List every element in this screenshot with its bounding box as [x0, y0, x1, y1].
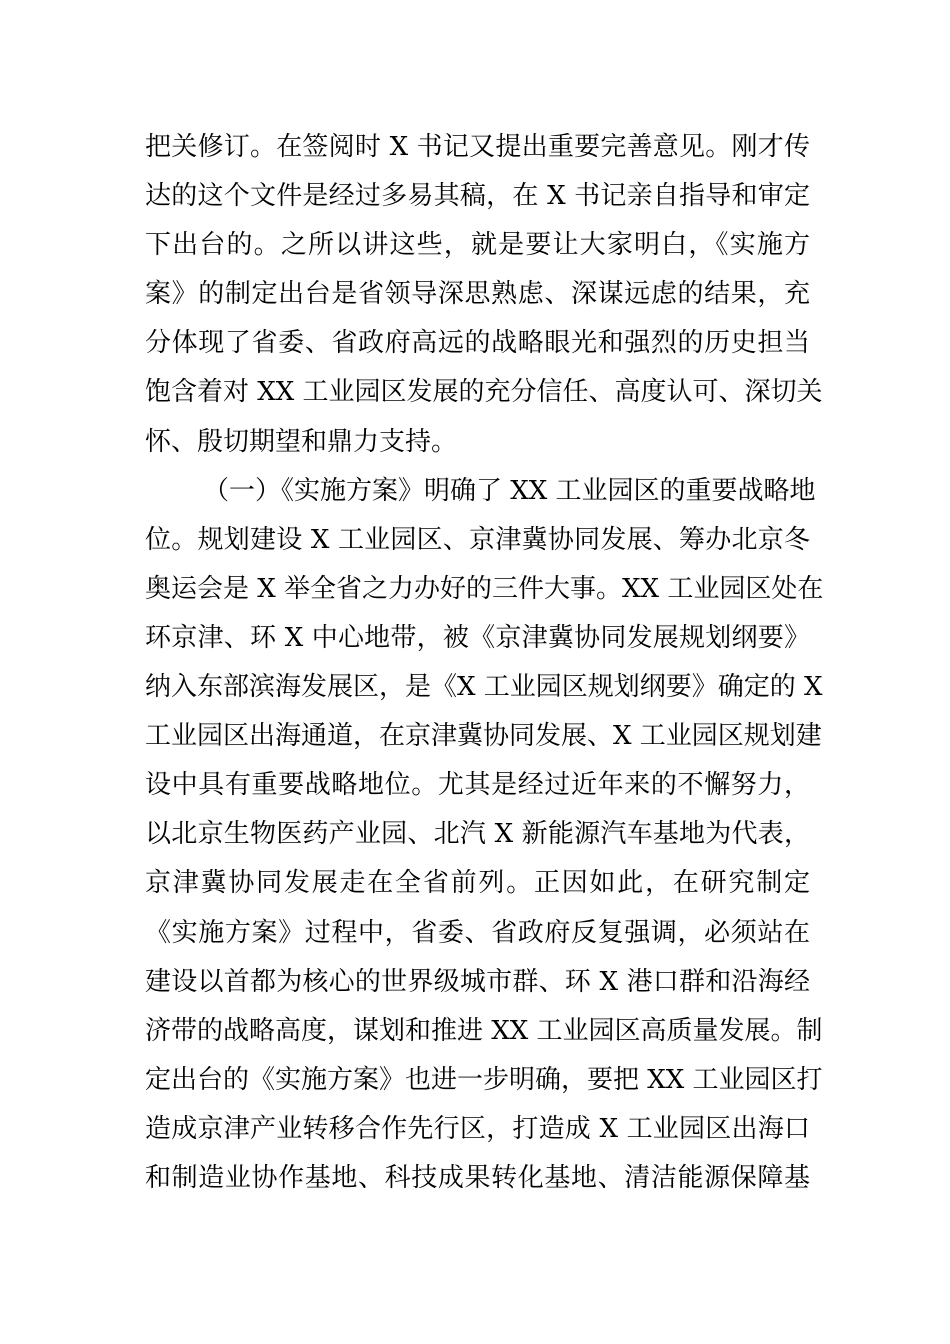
text-line: 以北京生物医药产业园、北汽 X 新能源汽车基地为代表， — [145, 819, 810, 850]
section-heading-line: （一）《实施方案》明确了 XX 工业园区的重要战略地 — [203, 475, 816, 506]
text-line: 设中具有重要战略地位。尤其是经过近年来的不懈努力， — [145, 770, 810, 801]
text-line: 把关修订。在签阅时 X 书记又提出重要完善意见。刚才传 — [145, 132, 810, 162]
text-line: 下出台的。之所以讲这些，就是要让大家明白，《实施方 — [145, 230, 810, 261]
text-line: 饱含着对 XX 工业园区发展的充分信任、高度认可、深切关 — [145, 377, 823, 408]
text-line: 和制造业协作基地、科技成果转化基地、清洁能源保障基 — [145, 1162, 810, 1193]
body-text — [145, 123, 824, 1203]
text-line: 定出台的《实施方案》也进一步明确，要把 XX 工业园区打 — [145, 1064, 823, 1095]
text-line: 达的这个文件是经过多易其稿，在 X 书记亲自指导和审定 — [145, 181, 810, 212]
text-line: 纳入东部滨海发展区，是《X 工业园区规划纲要》确定的 X — [145, 672, 823, 703]
text-line: 环京津、环 X 中心地带，被《京津冀协同发展规划纲要》 — [145, 622, 810, 653]
text-line: 分体现了省委、省政府高远的战略眼光和强烈的历史担当 — [145, 328, 810, 359]
text-line: 济带的战略高度，谋划和推进 XX 工业园区高质量发展。制 — [145, 1015, 823, 1046]
text-line: 怀、殷切期望和鼎力支持。 — [145, 426, 458, 457]
text-line: 工业园区出海通道，在京津冀协同发展、X 工业园区规划建 — [145, 721, 822, 752]
text-line: 建设以首都为核心的世界级城市群、环 X 港口群和沿海经 — [145, 966, 810, 997]
text-line: 奥运会是 X 举全省之力办好的三件大事。XX 工业园区处在 — [145, 573, 824, 604]
text-line: 京津冀协同发展走在全省前列。正因如此，在研究制定 — [145, 868, 810, 899]
text-line: 《实施方案》过程中，省委、省政府反复强调，必须站在 — [145, 917, 810, 948]
text-line: 造成京津产业转移合作先行区，打造成 X 工业园区出海口 — [145, 1113, 810, 1144]
text-line: 案》的制定出台是省领导深思熟虑、深谋远虑的结果，充 — [145, 279, 810, 310]
text-line: 位。规划建设 X 工业园区、京津冀协同发展、筹办北京冬 — [145, 524, 810, 555]
